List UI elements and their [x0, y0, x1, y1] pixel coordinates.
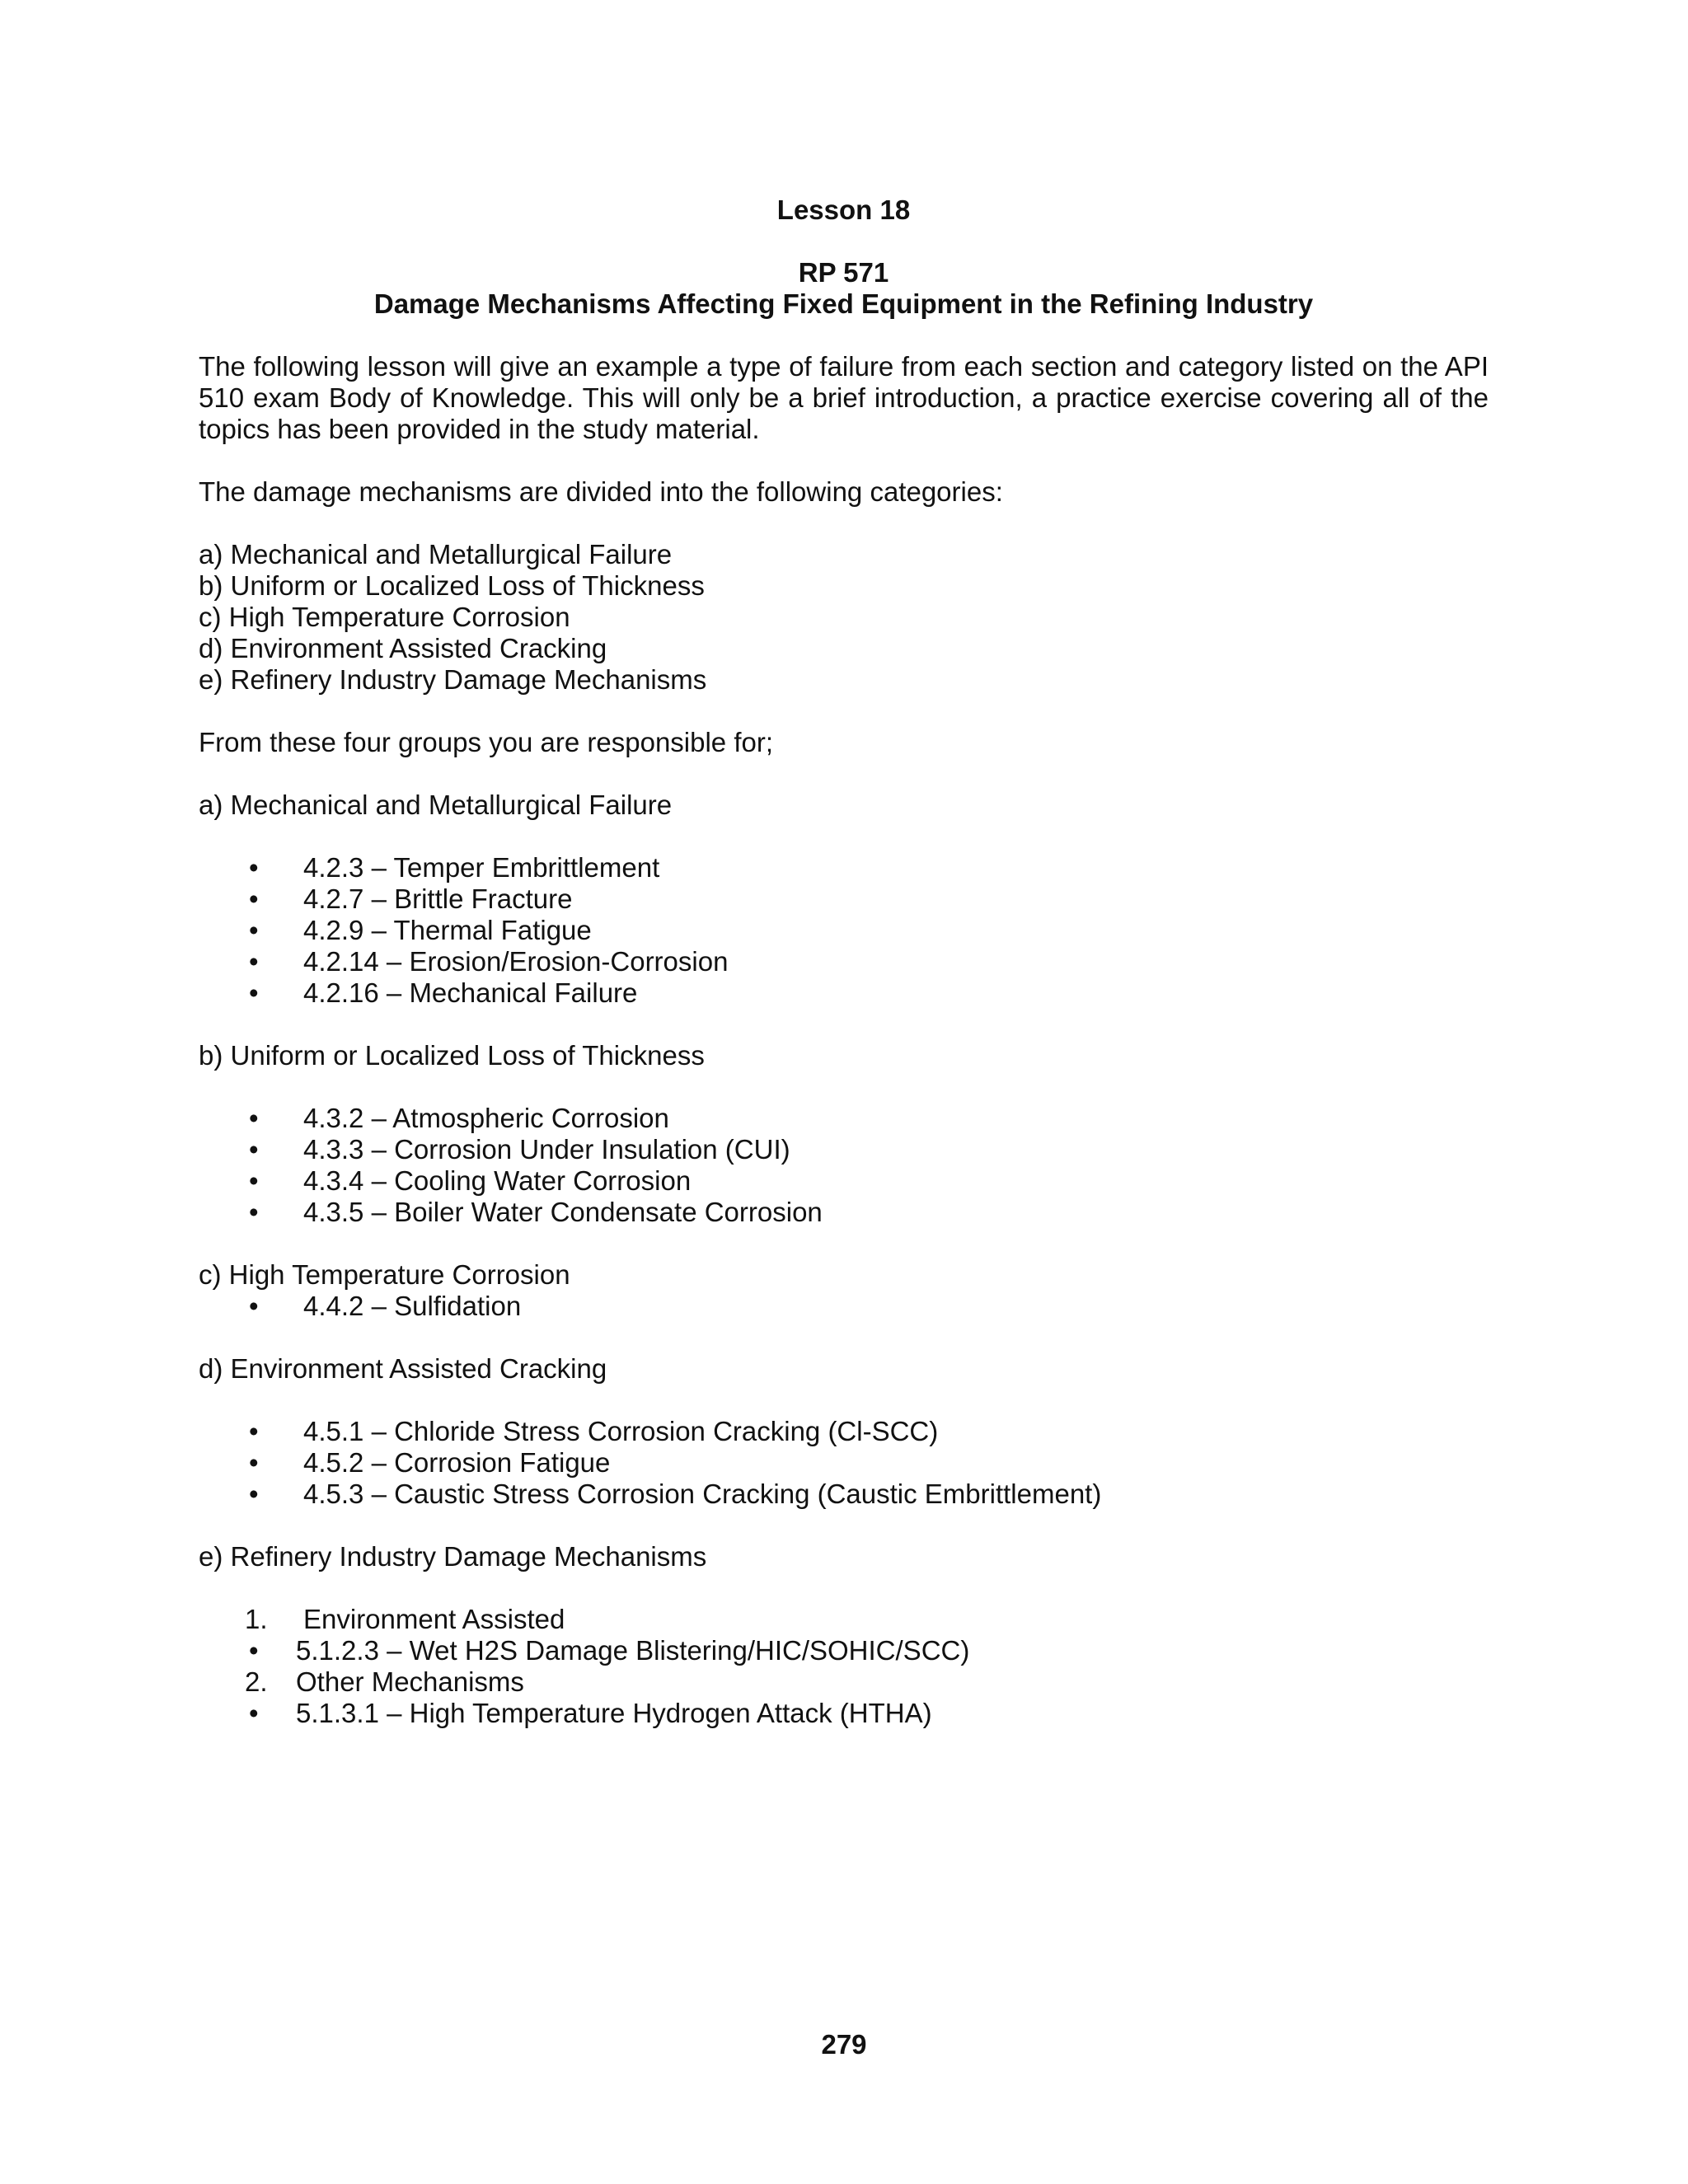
list-item [199, 1291, 1489, 1322]
list-item [199, 1416, 1489, 1447]
document-title: Damage Mechanisms Affecting Fixed Equipment in the Refining Industry [373, 288, 1314, 319]
list-item [199, 852, 1489, 883]
lesson-title: Lesson 18 [776, 194, 911, 225]
responsible-intro: From these four groups you are responsible for; [199, 727, 774, 757]
bullet-icon: • [249, 1291, 259, 1321]
item-number: 1. [245, 1604, 268, 1634]
section-b-heading: b) Uniform or Localized Loss of Thickness [199, 1040, 705, 1071]
list-item [199, 977, 1489, 1009]
list-item-text: 4.5.3 – Caustic Stress Corrosion Cracking (Caustic Embrittlement) [303, 1479, 1102, 1509]
categories-intro: The damage mechanisms are divided into the following categories: [199, 476, 1003, 507]
list-item [199, 946, 1489, 977]
list-item-text: 5.1.2.3 – Wet H2S Damage Blistering/HIC/SOHIC/SCC) [296, 1635, 970, 1666]
list-item-text: 4.3.2 – Atmospheric Corrosion [303, 1103, 669, 1133]
bullet-icon: • [249, 1416, 259, 1446]
item-number: 2. [245, 1666, 268, 1697]
list-item-text: 4.3.3 – Corrosion Under Insulation (CUI) [303, 1134, 790, 1165]
bullet-icon: • [249, 977, 259, 1008]
numbered-item-text: Other Mechanisms [296, 1666, 524, 1697]
list-item-text: 4.2.3 – Temper Embrittlement [303, 852, 660, 883]
list-item [199, 1635, 1489, 1666]
category-item: c) High Temperature Corrosion [199, 602, 570, 632]
list-item-text: 4.2.9 – Thermal Fatigue [303, 915, 592, 945]
list-item [199, 1134, 1489, 1165]
bullet-icon: • [249, 1635, 259, 1666]
list-item [199, 1447, 1489, 1479]
section-e-list [199, 1604, 1489, 1729]
page-number: 279 [821, 2029, 867, 2060]
list-item [199, 1103, 1489, 1134]
list-item [199, 883, 1489, 915]
list-item [199, 1165, 1489, 1197]
bullet-icon: • [249, 883, 259, 914]
category-item: a) Mechanical and Metallurgical Failure [199, 539, 673, 569]
bullet-icon: • [249, 1447, 259, 1478]
list-item-text: 4.3.5 – Boiler Water Condensate Corrosion [303, 1197, 823, 1227]
bullet-icon: • [249, 1479, 259, 1509]
list-item-text: 4.5.2 – Corrosion Fatigue [303, 1447, 611, 1478]
section-a-heading: a) Mechanical and Metallurgical Failure [199, 790, 673, 820]
list-item [199, 1479, 1489, 1510]
category-item: b) Uniform or Localized Loss of Thickness [199, 570, 705, 601]
intro-paragraph: The following lesson will give an example a type of failure from each section and category listed on the API 510 exam Body of Knowledge. This will only be a brief introduction, a practice exercise covering all of the topics has been provided in the study material. [199, 351, 1489, 444]
section-c-list [199, 1291, 1489, 1322]
section-a-list [199, 852, 1489, 1009]
list-item-text: 5.1.3.1 – High Temperature Hydrogen Attack (HTHA) [296, 1698, 932, 1728]
list-item-text: 4.2.7 – Brittle Fracture [303, 883, 573, 914]
section-d-list [199, 1416, 1489, 1510]
bullet-icon: • [249, 1197, 259, 1227]
bullet-icon: • [249, 946, 259, 977]
section-e-heading: e) Refinery Industry Damage Mechanisms [199, 1541, 707, 1572]
list-item-text: 4.2.14 – Erosion/Erosion-Corrosion [303, 946, 729, 977]
numbered-item [199, 1666, 1489, 1698]
list-item [199, 1197, 1489, 1228]
list-item [199, 1698, 1489, 1729]
category-item: d) Environment Assisted Cracking [199, 633, 607, 663]
bullet-icon: • [249, 1103, 259, 1133]
list-item-text: 4.4.2 – Sulfidation [303, 1291, 522, 1321]
category-item: e) Refinery Industry Damage Mechanisms [199, 664, 707, 695]
bullet-icon: • [249, 852, 259, 883]
numbered-item-text: Environment Assisted [303, 1604, 565, 1634]
section-d-heading: d) Environment Assisted Cracking [199, 1353, 607, 1384]
categories-list [199, 539, 1489, 696]
bullet-icon: • [249, 1134, 259, 1165]
bullet-icon: • [249, 915, 259, 945]
list-item [199, 915, 1489, 946]
numbered-item [199, 1604, 1489, 1635]
document-code: RP 571 [798, 257, 889, 288]
list-item-text: 4.2.16 – Mechanical Failure [303, 977, 638, 1008]
page-content [199, 194, 1489, 1729]
section-b-list [199, 1103, 1489, 1228]
list-item-text: 4.3.4 – Cooling Water Corrosion [303, 1165, 692, 1196]
bullet-icon: • [249, 1165, 259, 1196]
list-item-text: 4.5.1 – Chloride Stress Corrosion Cracking (Cl-SCC) [303, 1416, 939, 1446]
section-c-heading: c) High Temperature Corrosion [199, 1259, 570, 1290]
bullet-icon: • [249, 1698, 259, 1728]
